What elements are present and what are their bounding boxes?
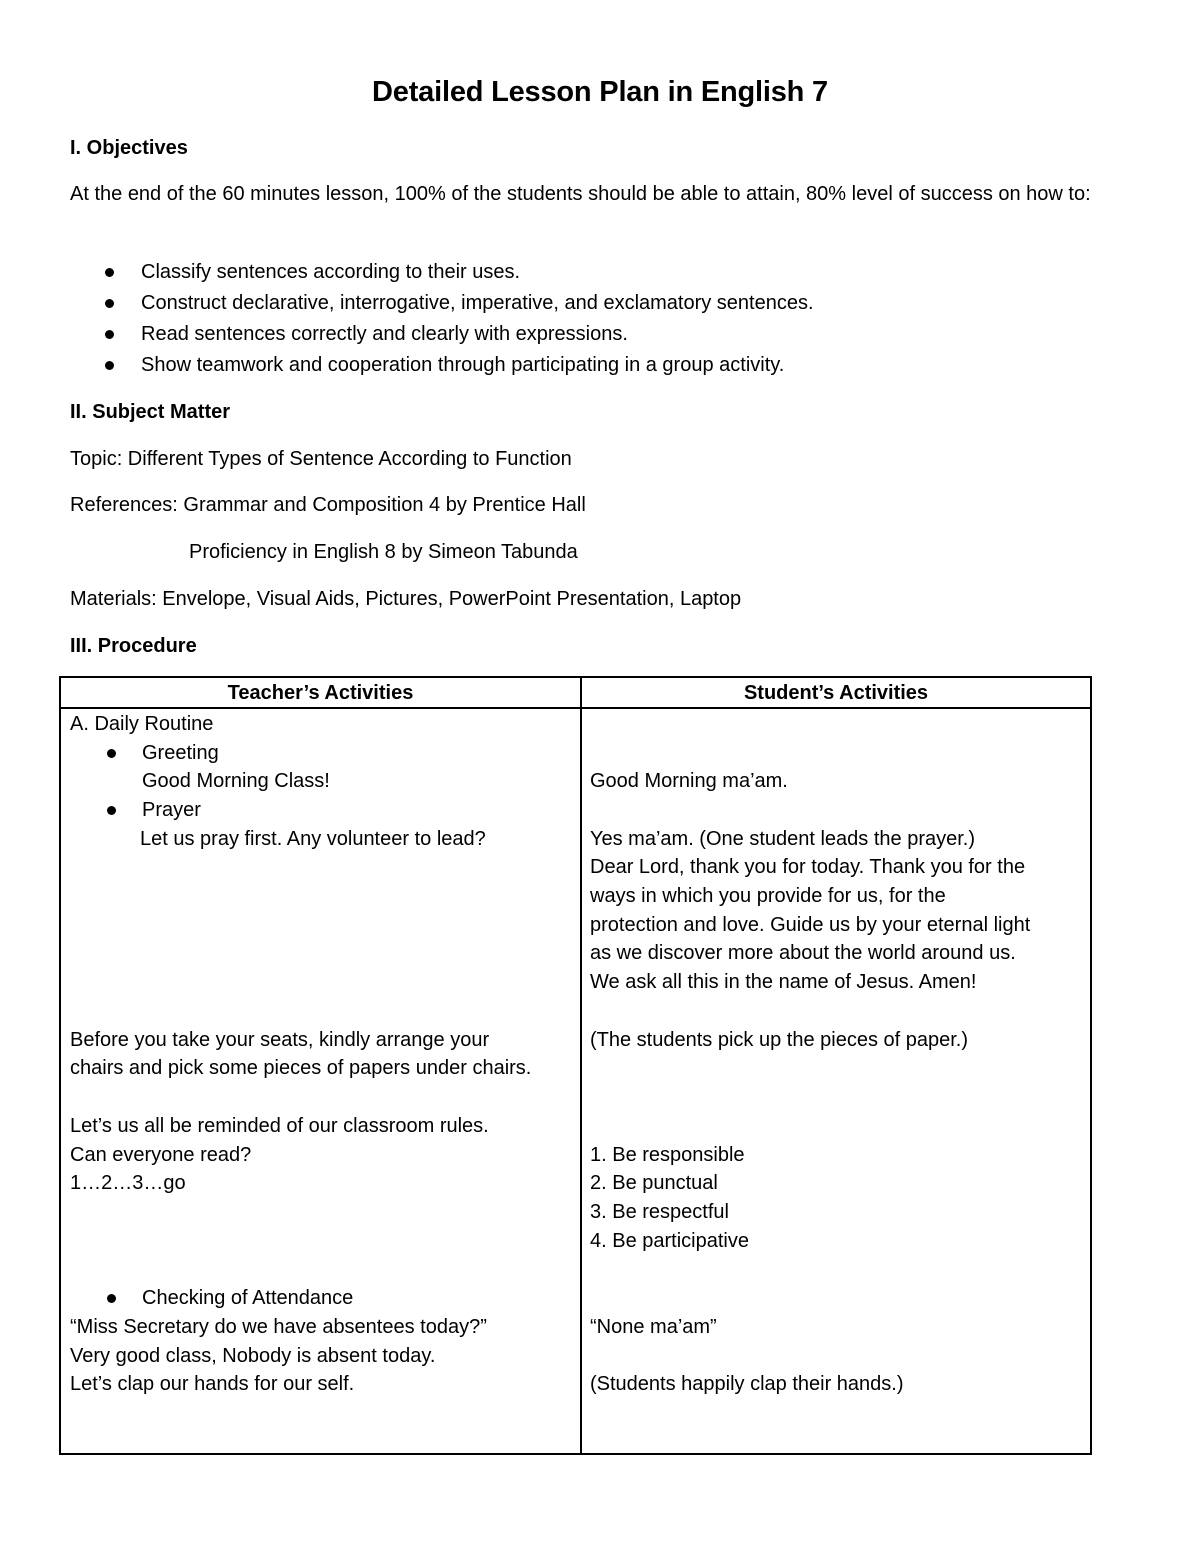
student-column-header: Student’s Activities	[743, 682, 929, 704]
rule-2: 2. Be punctual	[590, 1172, 718, 1194]
rules-line-3: 1…2…3…go	[70, 1172, 186, 1194]
objectives-list	[70, 258, 814, 382]
arrange-line-2: chairs and pick some pieces of papers under chairs.	[70, 1057, 532, 1079]
teacher-column-header: Teacher’s Activities	[227, 682, 414, 704]
column-divider	[580, 678, 582, 1453]
rule-3: 3. Be respectful	[590, 1201, 729, 1223]
procedure-table	[59, 676, 1092, 1455]
bullet-icon	[107, 1294, 116, 1303]
greeting-line: Good Morning Class!	[142, 770, 330, 792]
list-item: Show teamwork and cooperation through participating in a group activity.	[70, 351, 814, 382]
prayer-item: Prayer	[142, 796, 201, 825]
bullet-icon	[107, 749, 116, 758]
attendance-line-2: Very good class, Nobody is absent today.	[70, 1345, 436, 1367]
bullet-icon	[105, 330, 114, 339]
attendance-item: Checking of Attendance	[142, 1284, 353, 1313]
daily-routine-label: A. Daily Routine	[70, 713, 214, 735]
references-line-2: Proficiency in English 8 by Simeon Tabunda	[189, 541, 578, 563]
references-line: References: Grammar and Composition 4 by Prentice Hall	[70, 494, 586, 516]
list-item: Classify sentences according to their uses.	[70, 258, 814, 289]
prayer-reply-2: Dear Lord, thank you for today. Thank you for the	[590, 856, 1026, 878]
pick-up-reply: (The students pick up the pieces of paper.)	[590, 1029, 968, 1051]
list-item: Read sentences correctly and clearly with expressions.	[70, 320, 814, 351]
bullet-icon	[107, 806, 116, 815]
subject-matter-heading: II. Subject Matter	[70, 401, 231, 423]
none-reply: “None ma’am”	[590, 1316, 717, 1338]
bullet-icon	[105, 299, 114, 308]
greeting-item: Greeting	[142, 739, 219, 768]
prayer-reply-3: ways in which you provide for us, for the	[590, 885, 946, 907]
bullet-icon	[105, 361, 114, 370]
prayer-reply-1: Yes ma’am. (One student leads the prayer.)	[590, 828, 976, 850]
clap-reply: (Students happily clap their hands.)	[590, 1373, 904, 1395]
rule-4: 4. Be participative	[590, 1230, 749, 1252]
prayer-line: Let us pray first. Any volunteer to lead?	[140, 828, 486, 850]
prayer-reply-4: protection and love. Guide us by your eternal light	[590, 914, 1031, 936]
prayer-reply-6: We ask all this in the name of Jesus. Amen!	[590, 971, 977, 993]
topic-line: Topic: Different Types of Sentence According to Function	[70, 448, 572, 470]
prayer-reply-5: as we discover more about the world around us.	[590, 942, 1016, 964]
attendance-line-1: “Miss Secretary do we have absentees today?”	[70, 1316, 487, 1338]
header-divider	[61, 707, 1090, 709]
attendance-line-3: Let’s clap our hands for our self.	[70, 1373, 355, 1395]
page-title: Detailed Lesson Plan in English 7	[372, 76, 828, 108]
bullet-icon	[105, 268, 114, 277]
materials-line: Materials: Envelope, Visual Aids, Pictures, PowerPoint Presentation, Laptop	[70, 588, 742, 610]
objectives-heading: I. Objectives	[70, 137, 188, 159]
rules-line-1: Let’s us all be reminded of our classroom rules.	[70, 1115, 489, 1137]
rule-1: 1. Be responsible	[590, 1144, 745, 1166]
list-item: Construct declarative, interrogative, imperative, and exclamatory sentences.	[70, 289, 814, 320]
procedure-heading: III. Procedure	[70, 635, 197, 657]
rules-line-2: Can everyone read?	[70, 1144, 252, 1166]
arrange-line-1: Before you take your seats, kindly arrange your	[70, 1029, 490, 1051]
objectives-intro: At the end of the 60 minutes lesson, 100% of the students should be able to attain, 80% level of success on how to:	[70, 183, 1091, 205]
greeting-reply: Good Morning ma’am.	[590, 770, 788, 792]
